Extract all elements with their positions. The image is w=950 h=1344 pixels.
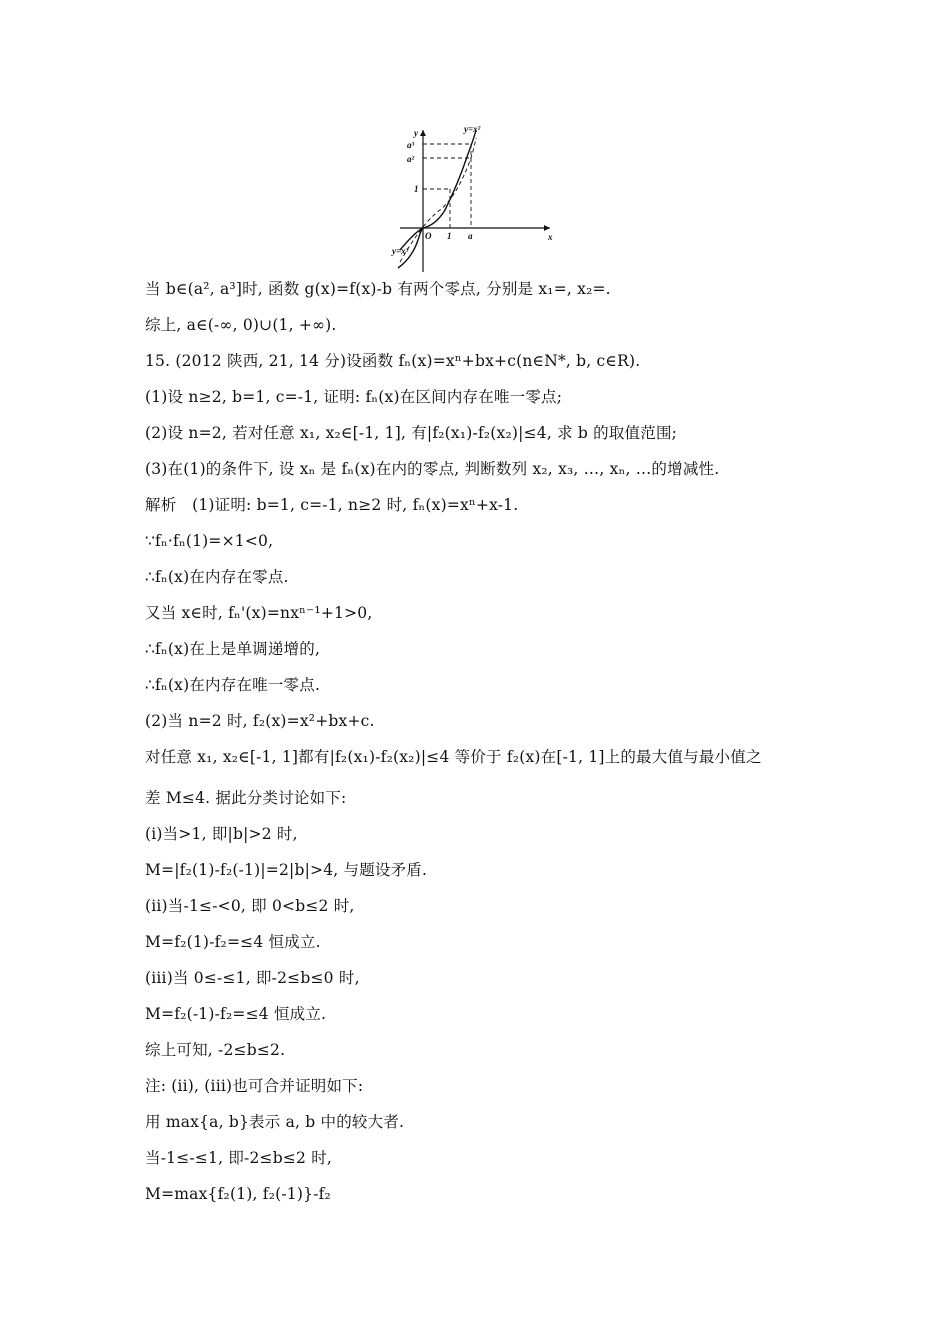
text-line: 综上, a∈(-∞, 0)∪(1, +∞). (145, 316, 337, 334)
text-line: 对任意 x₁, x₂∈[-1, 1]都有|f₂(x₁)-f₂(x₂)|≤4 等价于 f₂(x)在[-1, 1]上的最大值与最小值之 (145, 748, 762, 766)
text-line: 用 max{a, b}表示 a, b 中的较大者. (145, 1113, 405, 1131)
text-line: (2)当 n=2 时, f₂(x)=x²+bx+c. (145, 712, 375, 730)
text-line: ∴fₙ(x)在内存在零点. (145, 568, 289, 586)
y-tick-a2: a² (407, 154, 415, 164)
text-line: M=|f₂(1)-f₂(-1)|=2|b|>4, 与题设矛盾. (145, 861, 428, 879)
y-axis-label: y (414, 128, 418, 138)
y-tick-one: 1 (414, 184, 419, 194)
y-axis-arrow-icon (420, 130, 426, 136)
origin-label: O (425, 231, 432, 241)
graph-svg (390, 122, 565, 274)
text-line: M=max{f₂(1), f₂(-1)}-f₂ (145, 1185, 331, 1203)
text-line: ∵fₙ·fₙ(1)=×1<0, (145, 532, 274, 550)
text-line: (3)在(1)的条件下, 设 xₙ 是 fₙ(x)在内的零点, 判断数列 x₂, x₃, …, xₙ, …的增减性. (145, 460, 720, 478)
problem-title: 15. (2012 陕西, 21, 14 分)设函数 fₙ(x)=xⁿ+bx+c(n∈N*, b, c∈R). (145, 352, 641, 370)
text-line: M=f₂(-1)-f₂=≤4 恒成立. (145, 1005, 327, 1023)
text-line: (1)设 n≥2, b=1, c=-1, 证明: fₙ(x)在区间内存在唯一零点; (145, 388, 563, 406)
x-tick-one: 1 (447, 231, 452, 241)
text-line: (ii)当-1≤-<0, 即 0<b≤2 时, (145, 897, 355, 915)
curve-upper-label: y=x² (464, 124, 481, 134)
solution-heading: 解析 (1)证明: b=1, c=-1, n≥2 时, fₙ(x)=xⁿ+x-1. (145, 496, 519, 514)
text-line: ∴fₙ(x)在上是单调递增的, (145, 640, 321, 658)
text-line: M=f₂(1)-f₂=≤4 恒成立. (145, 933, 321, 951)
text-line: (2)设 n=2, 若对任意 x₁, x₂∈[-1, 1], 有|f₂(x₁)-f₂(x₂)|≤4, 求 b 的取值范围; (145, 424, 678, 442)
function-graph-figure (390, 122, 565, 274)
text-line: (i)当>1, 即|b|>2 时, (145, 825, 298, 843)
text-line: 当 b∈(a², a³]时, 函数 g(x)=f(x)-b 有两个零点, 分别是 x₁=, x₂=. (145, 280, 611, 298)
text-line: 差 M≤4. 据此分类讨论如下: (145, 789, 347, 807)
x-axis-label: x (548, 232, 553, 242)
text-line: 当-1≤-≤1, 即-2≤b≤2 时, (145, 1149, 333, 1167)
text-line: ∴fₙ(x)在内存在唯一零点. (145, 676, 321, 694)
curve-lower-label: y=x³ (392, 246, 409, 256)
x-tick-a: a (468, 231, 473, 241)
text-line: 注: (ii), (iii)也可合并证明如下: (145, 1077, 364, 1095)
x-axis-arrow-icon (544, 225, 550, 231)
y-tick-a3: a³ (407, 140, 415, 150)
text-line: 综上可知, -2≤b≤2. (145, 1041, 286, 1059)
text-line: 又当 x∈时, fₙ'(x)=nxⁿ⁻¹+1>0, (145, 604, 373, 622)
text-line: (iii)当 0≤-≤1, 即-2≤b≤0 时, (145, 969, 360, 987)
